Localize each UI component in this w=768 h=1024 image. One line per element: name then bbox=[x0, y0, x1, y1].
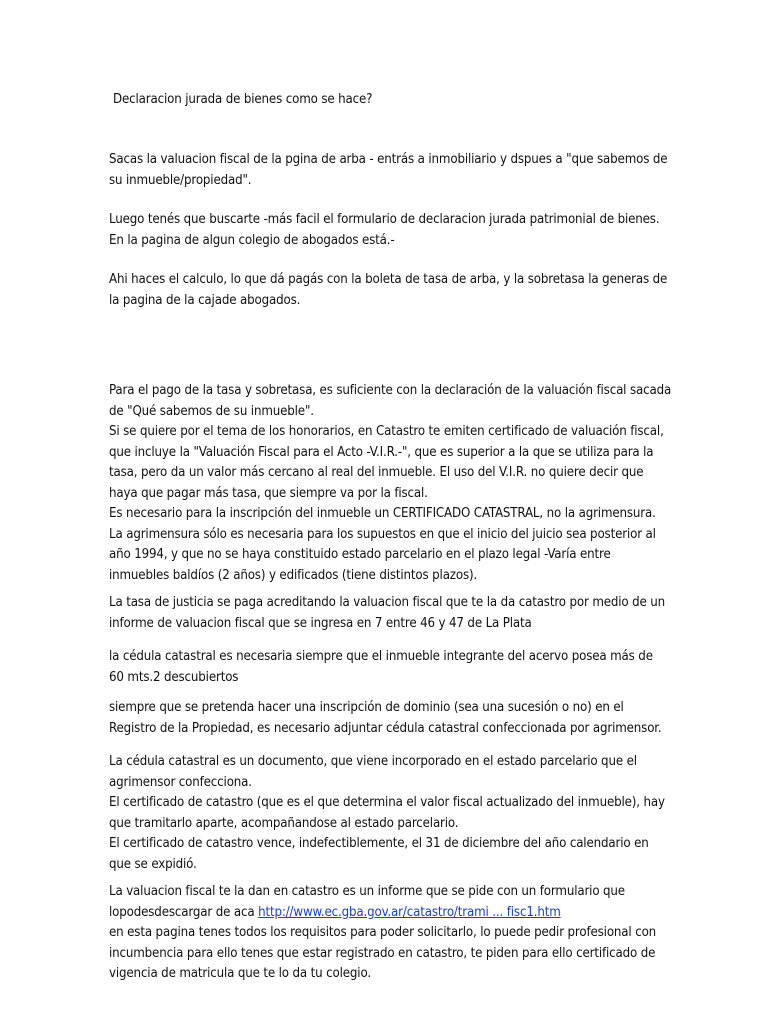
paragraph-fiscal-valuation-form bbox=[109, 882, 669, 985]
paragraph-line: de "Qué sabemos de su inmueble". bbox=[109, 403, 314, 419]
paragraph-line: que incluye la "Valuación Fiscal para el Acto -V.I.R.-", que es superior a la que se utiliza para la bbox=[109, 444, 654, 460]
paragraph-line-with-link bbox=[109, 903, 669, 924]
paragraph-line: en esta pagina tenes todos los requisitos para poder solicitarlo, lo puede pedir profesional con bbox=[109, 925, 657, 940]
paragraph-line: Para el pago de la tasa y sobretasa, es suficiente con la declaración de la valuación fiscal sacada bbox=[109, 383, 672, 398]
paragraph-line: 60 mts.2 descubiertos bbox=[109, 669, 239, 685]
paragraph-line: tasa, pero da un valor más cercano al real del inmueble. El uso del V.I.R. no quiere decir que bbox=[109, 465, 644, 480]
link-prefix-text: lopodesdescargar de aca bbox=[109, 904, 259, 920]
paragraph-line: Sacas la valuacion fiscal de la pgina de arba - entrás a inmobiliario y dspues a "que sabemos de bbox=[109, 152, 668, 167]
paragraph-line: la pagina de la cajade abogados. bbox=[109, 292, 301, 308]
paragraph-line: Ahi haces el calculo, lo que dá pagás con la boleta de tasa de arba, y la sobretasa la generas de bbox=[109, 272, 668, 287]
paragraph-cadastral-document bbox=[109, 752, 669, 875]
paragraph-line: haya que pagar más tasa, que siempre va por la fiscal. bbox=[109, 485, 428, 501]
paragraph-line: que tramitarlo aparte, acompañandose al estado parcelario. bbox=[109, 815, 459, 831]
paragraph-line: vigencia de matricula que te lo da tu colegio. bbox=[109, 966, 371, 981]
paragraph-line: inmuebles baldíos (2 años) y edificados (tiene distintos plazos). bbox=[109, 567, 478, 583]
catastro-form-link[interactable]: http://www.ec.gba.gov.ar/catastro/trami ... fisc1.htm bbox=[258, 904, 561, 920]
paragraph-domain-inscription bbox=[109, 698, 669, 739]
paragraph-calculation bbox=[109, 270, 669, 311]
paragraph-line: año 1994, y que no se haya constituido estado parcelario en el plazo legal -Varía entre bbox=[109, 547, 611, 562]
paragraph-line: incumbencia para ello tenes que estar registrado en catastro, te piden para ello certificado de bbox=[109, 945, 656, 961]
paragraph-line: la cédula catastral es necesaria siempre que el inmueble integrante del acervo posea más de bbox=[109, 649, 653, 664]
paragraph-justice-tax bbox=[109, 593, 669, 634]
paragraph-line: El certificado de catastro (que es el que determina el valor fiscal actualizado del inmueble), hay bbox=[109, 795, 665, 810]
paragraph-declaration-form bbox=[109, 210, 669, 251]
paragraph-line: agrimensor confecciona. bbox=[109, 774, 252, 790]
paragraph-line: Luego tenés que buscarte -más facil el formulario de declaracion jurada patrimonial de bienes. bbox=[109, 212, 660, 227]
title-text: Declaracion jurada de bienes como se hace? bbox=[113, 92, 373, 107]
paragraph-line: su inmueble/propiedad". bbox=[109, 172, 252, 188]
paragraph-line: Si se quiere por el tema de los honorarios, en Catastro te emiten certificado de valuación fiscal, bbox=[109, 424, 664, 439]
paragraph-line: La cédula catastral es un documento, que viene incorporado en el estado parcelario que el bbox=[109, 754, 637, 769]
paragraph-line: Es necesario para la inscripción del inmueble un CERTIFICADO CATASTRAL, no la agrimensura. bbox=[109, 506, 656, 521]
paragraph-line: siempre que se pretenda hacer una inscripción de dominio (sea una sucesión o no) en el bbox=[109, 700, 624, 715]
paragraph-cadastral-card bbox=[109, 647, 669, 688]
paragraph-line: La valuacion fiscal te la dan en catastro es un informe que se pide con un formulario que bbox=[109, 884, 625, 899]
paragraph-line: En la pagina de algun colegio de abogados está.- bbox=[109, 232, 395, 248]
paragraph-line: La tasa de justicia se paga acreditando la valuacion fiscal que te la da catastro por medio de un bbox=[109, 595, 666, 610]
paragraph-line: La agrimensura sólo es necesaria para los supuestos en que el inicio del juicio sea posterior al bbox=[109, 526, 656, 542]
paragraph-tax-payment bbox=[109, 381, 672, 586]
paragraph-line: Registro de la Propiedad, es necesario adjuntar cédula catastral confeccionada por agrimensor. bbox=[109, 720, 662, 736]
paragraph-line: que se expidió. bbox=[109, 856, 197, 872]
paragraph-arba-valuation bbox=[109, 150, 669, 191]
paragraph-line: El certificado de catastro vence, indefectiblemente, el 31 de diciembre del año calendario en bbox=[109, 836, 649, 851]
paragraph-line: informe de valuacion fiscal que se ingresa en 7 entre 46 y 47 de La Plata bbox=[109, 615, 532, 631]
document-title bbox=[113, 90, 673, 111]
